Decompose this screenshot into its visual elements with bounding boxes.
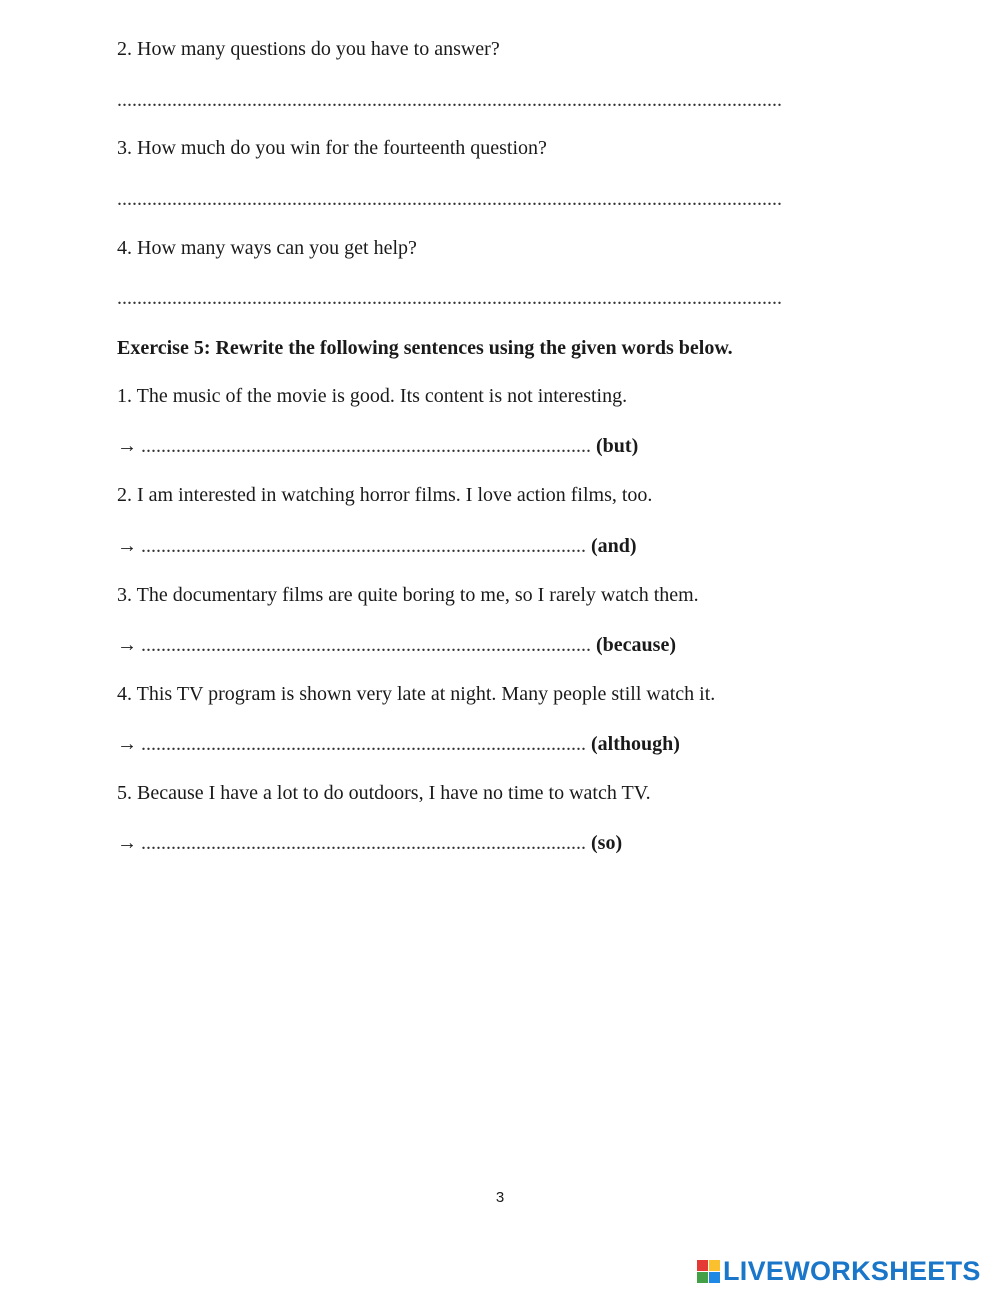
- ex5-blank-3[interactable]: ..........................................................................................: [141, 634, 591, 656]
- ex5-answer-row-1: [117, 434, 638, 458]
- logo-block-yellow: [709, 1260, 720, 1271]
- logo-block-green: [697, 1272, 708, 1283]
- ex5-blank-2[interactable]: .........................................................................................: [141, 535, 586, 557]
- arrow-icon: →: [117, 535, 137, 557]
- question-3: 3. How much do you win for the fourteenth question?: [117, 137, 547, 159]
- ex5-hint-3: (because): [596, 634, 676, 656]
- ex5-hint-4: (although): [591, 733, 680, 755]
- ex5-sentence-3: 3. The documentary films are quite boring to me, so I rarely watch them.: [117, 584, 699, 606]
- logo-text: LIVEWORKSHEETS: [723, 1255, 981, 1286]
- logo-block-red: [697, 1260, 708, 1271]
- liveworksheets-logo[interactable]: [697, 1254, 981, 1288]
- ex5-sentence-5: 5. Because I have a lot to do outdoors, I have no time to watch TV.: [117, 782, 651, 804]
- ex5-answer-row-4: [117, 732, 680, 756]
- arrow-icon: →: [117, 733, 137, 755]
- exercise-5-title: Exercise 5: Rewrite the following sentences using the given words below.: [117, 337, 733, 359]
- answer-line-2[interactable]: .....................................................................................................................................: [117, 89, 782, 111]
- page-number: 3: [495, 1189, 505, 1206]
- ex5-answer-row-3: [117, 633, 676, 657]
- logo-block-blue: [709, 1272, 720, 1283]
- ex5-blank-4[interactable]: .........................................................................................: [141, 733, 586, 755]
- ex5-sentence-1: 1. The music of the movie is good. Its content is not interesting.: [117, 385, 628, 407]
- arrow-icon: →: [117, 634, 137, 656]
- arrow-icon: →: [117, 832, 137, 854]
- ex5-sentence-2: 2. I am interested in watching horror films. I love action films, too.: [117, 484, 653, 506]
- question-2: 2. How many questions do you have to answer?: [117, 38, 500, 60]
- answer-line-3[interactable]: .....................................................................................................................................: [117, 188, 782, 210]
- ex5-sentence-4: 4. This TV program is shown very late at night. Many people still watch it.: [117, 683, 716, 705]
- logo-blocks-icon: [697, 1260, 720, 1283]
- question-4: 4. How many ways can you get help?: [117, 237, 417, 259]
- ex5-blank-5[interactable]: .........................................................................................: [141, 832, 586, 854]
- ex5-answer-row-2: [117, 534, 637, 558]
- ex5-blank-1[interactable]: ..........................................................................................: [141, 435, 591, 457]
- ex5-hint-1: (but): [596, 435, 639, 457]
- ex5-hint-2: (and): [591, 535, 637, 557]
- ex5-answer-row-5: [117, 831, 622, 855]
- answer-line-4[interactable]: .....................................................................................................................................: [117, 287, 782, 309]
- ex5-hint-5: (so): [591, 832, 623, 854]
- arrow-icon: →: [117, 435, 137, 457]
